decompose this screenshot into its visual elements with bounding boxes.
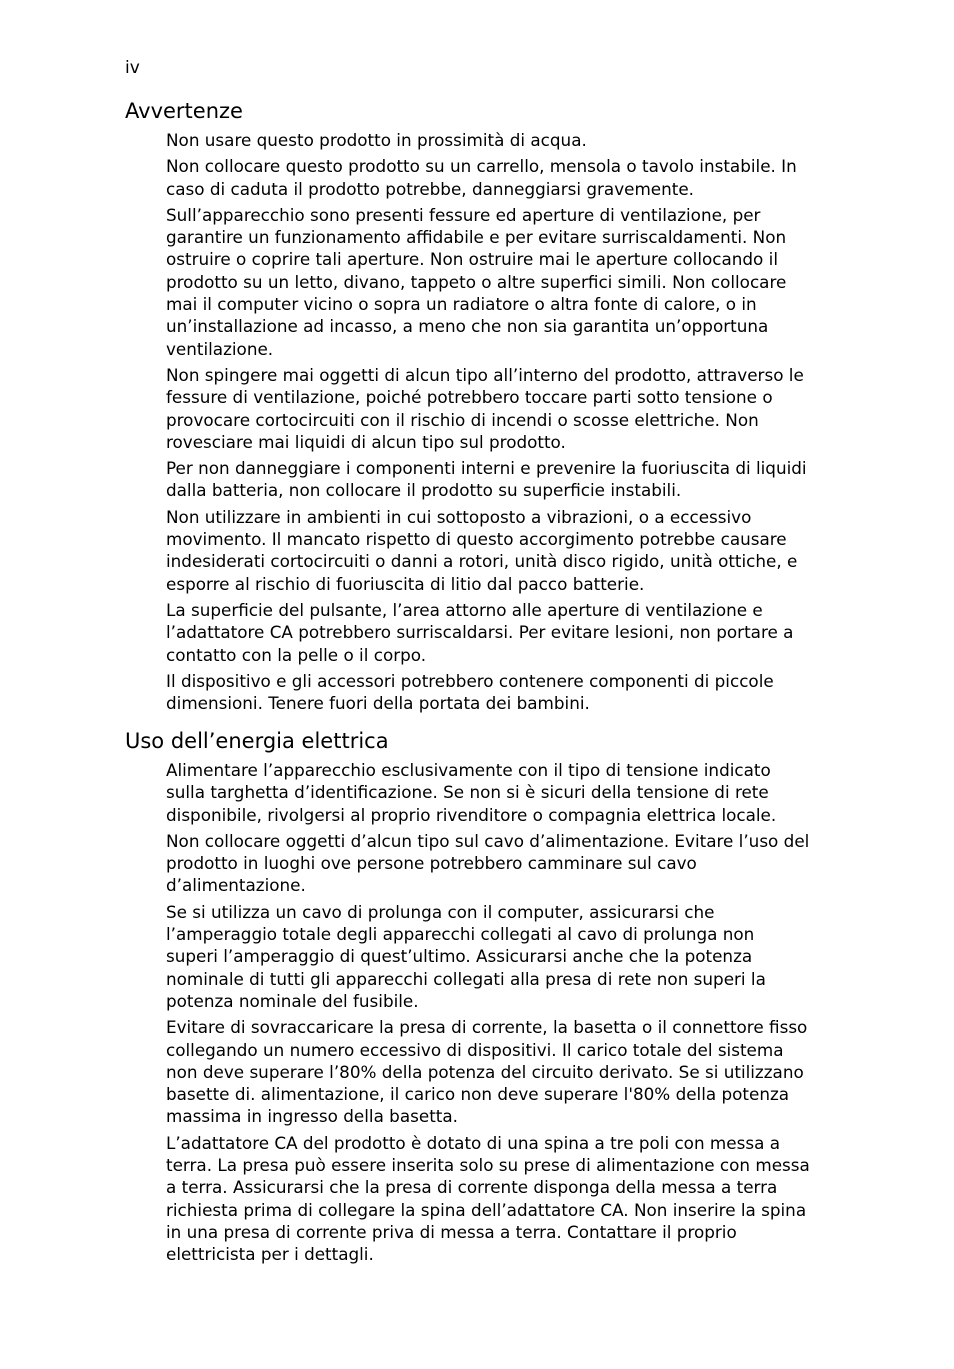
paragraph: Il dispositivo e gli accessori potrebbero contenere componenti di piccole dimensioni. Tenere fuori della portata dei bambini. [166, 670, 774, 714]
paragraph: Alimentare l’apparecchio esclusivamente con il tipo di tensione indicato sulla targhetta d’identificazione. Se non si è sicuri della tensione di rete disponibile, rivolgersi al proprio rivenditore o compagnia elettrica locale. [166, 760, 777, 825]
paragraph: Non usare questo prodotto in prossimità di acqua. [166, 130, 587, 150]
section-avvertenze [125, 98, 815, 718]
section-title: Uso dell’energia elettrica [125, 729, 389, 753]
paragraph: Sull’apparecchio sono presenti fessure ed aperture di ventilazione, per garantire un funzionamento affidabile e per evitare surriscaldamenti. Non ostruire o coprire tali aperture. Non ostruire mai le aperture collocando il prodotto su un letto, divano, tappeto o altre superfici simili. Non collocare mai il computer vicino o sopra un radiatore o altra fonte di calore, o in un’installazione ad incasso, a meno che non sia garantita un’opportuna ventilazione. [166, 204, 787, 359]
paragraph: Per non danneggiare i componenti interni e prevenire la fuoriuscita di liquidi dalla batteria, non collocare il prodotto su superficie instabili. [166, 458, 807, 501]
paragraph: Evitare di sovraccaricare la presa di corrente, la basetta o il connettore fisso collegando un numero eccessivo di dispositivi. Il carico totale del sistema non deve superare l’80% della potenza del circuito derivato. Se si utilizzano basette di. alimentazione, il carico non deve superare l'80% della potenza massima in ingresso della basetta. [166, 1017, 808, 1127]
section-title: Avvertenze [125, 99, 243, 123]
paragraph: La superficie del pulsante, l’area attorno alle aperture di ventilazione e l’adattatore CA potrebbero surriscaldarsi. Per evitare lesioni, non portare a contatto con la pelle o il corpo. [166, 599, 794, 665]
paragraph: Non collocare questo prodotto su un carrello, mensola o tavolo instabile. In caso di caduta il prodotto potrebbe, danneggiarsi gravemente. [166, 156, 797, 199]
section-uso-energia-elettrica [125, 728, 815, 1270]
paragraph: L’adattatore CA del prodotto è dotato di una spina a tre poli con messa a terra. La presa può essere inserita solo su prese di alimentazione con messa a terra. Assicurarsi che la presa di corrente disponga della messa a terra richiesta prima di collegare la spina dell’adattatore CA. Non inserire la spina in una presa di corrente priva di messa a terra. Contattare il proprio elettricista per i dettagli. [166, 1132, 810, 1265]
paragraph: Non collocare oggetti d’alcun tipo sul cavo d’alimentazione. Evitare l’uso del prodotto in luoghi ove persone potrebbero camminare sul cavo d’alimentazione. [166, 830, 810, 896]
paragraph: Non spingere mai oggetti di alcun tipo all’interno del prodotto, attraverso le fessure di ventilazione, poiché potrebbero toccare parti sotto tensione o provocare cortocircuiti con il rischio di incendi o scosse elettriche. Non rovesciare mai liquidi di alcun tipo sul prodotto. [166, 364, 804, 452]
page-number: iv [125, 58, 140, 78]
paragraph: Se si utilizza un cavo di prolunga con il computer, assicurarsi che l’amperaggio totale degli apparecchi collegati al cavo di prolunga non superi l’amperaggio di quest’ultimo. Assicurarsi anche che la potenza nominale di tutti gli apparecchi collegati alla presa di rete non superi la potenza nominale del fusibile. [166, 901, 766, 1011]
paragraph: Non utilizzare in ambienti in cui sottoposto a vibrazioni, o a eccessivo movimento. Il mancato rispetto di questo accorgimento potrebbe causare indesiderati cortocircuiti o danni a rotori, unità disco rigido, unità ottiche, e esporre al rischio di fuoriuscita di litio dal pacco batterie. [166, 506, 798, 594]
